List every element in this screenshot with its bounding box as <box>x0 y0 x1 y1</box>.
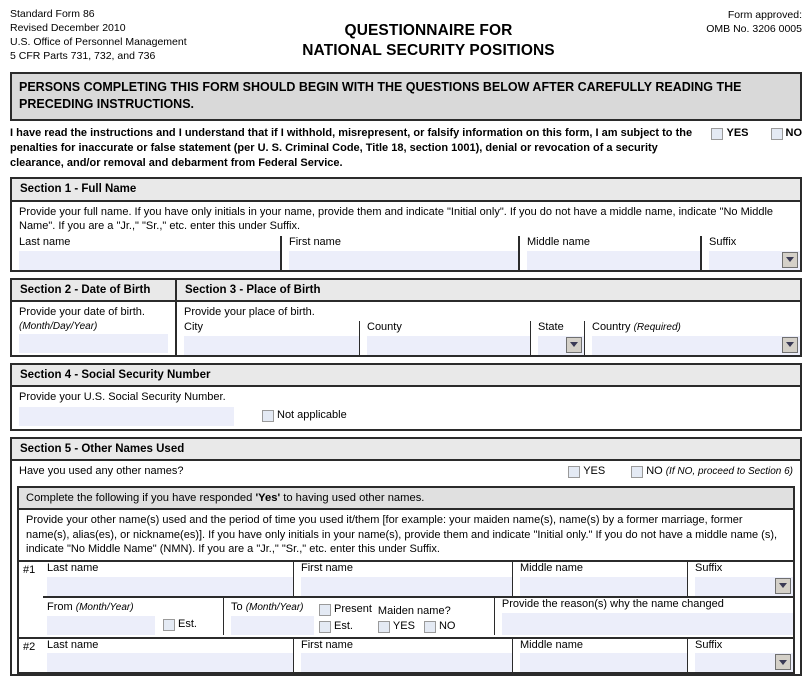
section-3-place-of-birth <box>177 280 800 355</box>
dob-cell <box>12 333 175 353</box>
certification-statement: I have read the instructions and I understand that if I withhold, misrepresent, or falsify information on this form, I am subject to the penalties for inaccurate or false statement (per U. S. Criminal Code, Title 18, section 1001), denial or revocation of a security clearance, and/or removal and debarment from Federal Service. <box>10 126 693 170</box>
entry-1-maiden-yes-option[interactable] <box>378 620 415 634</box>
entry-1-last-name-input[interactable] <box>47 577 293 596</box>
other-names-paragraph: Provide your other name(s) used and the period of time you used it/them [for example: your maiden name(s), name(s) by a former marriage, former name(s), alias(es), or nickname(es)]. If you have only initials in your name(s), provide them and indicate "Initial only." If you do not have a middle name (s), indicate "No Middle Name" (NMN). If you are a "Jr.," "Sr.," etc. enter this under Suffix. <box>19 510 793 562</box>
entry-1-reason-cell <box>495 598 793 635</box>
checkbox-icon[interactable] <box>771 128 783 140</box>
entry-1-present-label: Present <box>334 603 372 616</box>
entry-2-last-name-input[interactable] <box>47 653 293 672</box>
certification-row <box>10 126 802 172</box>
city-input[interactable] <box>184 336 359 355</box>
checkbox-icon[interactable] <box>424 621 436 633</box>
section-2-date-of-birth <box>12 280 177 355</box>
certification-yes-option[interactable] <box>711 127 748 141</box>
entry-1-index: #1 <box>23 564 36 577</box>
entry-1-middle-name-cell <box>513 562 687 596</box>
certification-yes-label: YES <box>726 126 749 139</box>
certification-options <box>711 126 802 141</box>
entry-1-maiden-no-option[interactable] <box>424 620 456 634</box>
form-title-line2: NATIONAL SECURITY POSITIONS <box>302 42 555 60</box>
entry-2-first-name-input[interactable] <box>301 653 512 672</box>
entry-1-last-name-cell <box>43 562 293 596</box>
entry-1-maiden-no-label: NO <box>438 619 456 632</box>
date-of-birth-input[interactable] <box>19 334 168 353</box>
chevron-down-icon[interactable] <box>782 252 798 268</box>
section-2-format-note: (Month/Day/Year) <box>19 320 98 332</box>
omb-number: OMB No. 3206 0005 <box>706 22 802 35</box>
entry-1-first-name-label: First name <box>301 562 353 575</box>
first-name-input[interactable] <box>289 251 518 270</box>
entry-1-suffix-cell <box>688 562 793 596</box>
entry-2-first-name-cell <box>294 639 512 673</box>
ssn-row <box>12 405 800 429</box>
entry-2-last-name-label: Last name <box>47 638 99 651</box>
section-4-ssn <box>10 363 802 431</box>
entry-1-first-name-cell <box>294 562 512 596</box>
other-names-detail-box <box>17 486 795 674</box>
chevron-down-icon[interactable] <box>566 337 582 353</box>
chevron-down-icon[interactable] <box>775 578 791 594</box>
ssn-not-applicable-label: Not applicable <box>277 409 347 422</box>
entry-1-to-cell <box>224 601 314 635</box>
entry-1-suffix-select[interactable] <box>695 577 793 596</box>
entry-2-suffix-label: Suffix <box>695 638 723 651</box>
country-label <box>592 321 800 336</box>
entry-1-first-name-input[interactable] <box>301 577 512 596</box>
other-names-question: Have you used any other names? <box>19 465 184 478</box>
section-1-name-fields <box>12 236 800 270</box>
section-2-heading: Section 2 - Date of Birth <box>12 280 175 302</box>
entry-1-from-est-label: Est. <box>178 618 197 631</box>
certification-no-label: NO <box>785 126 802 139</box>
country-required-note: (Required) <box>633 321 681 333</box>
checkbox-icon[interactable] <box>568 466 580 478</box>
entry-1-from-note: (Month/Year) <box>75 601 134 613</box>
entry-1-date-fields <box>19 598 793 635</box>
entry-2-middle-name-input[interactable] <box>520 653 687 672</box>
entry-2-last-name-cell <box>43 639 293 673</box>
conditional-quoted: 'Yes' <box>255 491 281 504</box>
first-name-label: First name <box>289 236 341 249</box>
suffix-label: Suffix <box>709 236 737 249</box>
middle-name-input[interactable] <box>527 251 700 270</box>
chevron-down-icon[interactable] <box>782 337 798 353</box>
section-5-other-names <box>10 437 802 676</box>
section-4-instructions: Provide your U.S. Social Security Number. <box>19 391 226 404</box>
section-3-place-fields <box>177 321 800 355</box>
other-names-no-note: (If NO, proceed to Section 6) <box>665 465 793 477</box>
section-2-3-wrapper <box>10 278 802 357</box>
entry-1-from-input[interactable] <box>47 616 155 635</box>
section-5-heading: Section 5 - Other Names Used <box>12 439 800 461</box>
entry-2-middle-name-cell <box>513 639 687 673</box>
form-meta-block <box>10 8 240 63</box>
entry-1-reason-input[interactable] <box>502 613 793 635</box>
checkbox-icon[interactable] <box>319 621 331 633</box>
city-label: City <box>184 320 203 333</box>
entry-1-present-option[interactable] <box>319 603 372 617</box>
checkbox-icon[interactable] <box>378 621 390 633</box>
section-1-full-name <box>10 177 802 272</box>
country-cell <box>585 321 800 355</box>
form-approved-label: Form approved: <box>727 9 802 21</box>
other-name-entry-2 <box>19 639 793 673</box>
ssn-input[interactable] <box>19 407 234 426</box>
last-name-input[interactable] <box>19 251 280 270</box>
ssn-cell <box>19 407 234 426</box>
section-3-heading: Section 3 - Place of Birth <box>177 280 800 302</box>
other-names-no-option[interactable] <box>631 465 793 479</box>
section-3-instructions: Provide your place of birth. <box>184 306 315 319</box>
suffix-cell <box>702 236 800 270</box>
entry-1-from-cell <box>43 601 223 635</box>
entry-1-to-label-text: To <box>231 600 243 613</box>
form-revision-date: Revised December 2010 <box>10 21 126 34</box>
entry-1-to-est-label: Est. <box>334 619 353 632</box>
other-name-entry-1 <box>19 562 793 639</box>
state-select[interactable] <box>538 336 584 355</box>
entry-1-to-est-option[interactable] <box>319 620 372 634</box>
entry-1-present-est-group <box>314 603 376 635</box>
other-names-conditional-bar <box>19 488 793 510</box>
conditional-prefix: Complete the following if you have responded <box>26 491 256 504</box>
instructions-banner: PERSONS COMPLETING THIS FORM SHOULD BEGIN WITH THE QUESTIONS BELOW AFTER CAREFULLY READING THE PRECEDING INSTRUCTIONS. <box>10 72 802 120</box>
issuing-agency: U.S. Office of Personnel Management <box>10 35 187 48</box>
entry-1-last-name-label: Last name <box>47 562 99 575</box>
checkbox-icon[interactable] <box>319 604 331 616</box>
entry-1-suffix-label: Suffix <box>695 562 723 575</box>
last-name-label: Last name <box>19 236 71 249</box>
entry-1-from-label <box>47 601 223 616</box>
entry-1-from-label-text: From <box>47 600 73 613</box>
entry-1-to-input[interactable] <box>231 616 314 635</box>
middle-name-cell <box>520 236 700 270</box>
city-cell <box>177 321 359 355</box>
county-cell <box>360 321 530 355</box>
masthead <box>10 0 802 63</box>
section-1-instructions: Provide your full name. If you have only initials in your name, provide them and indicate "Initial only". If you do not have a middle name, indicate "No Middle Name". If you are a "Jr.," "Sr.," etc. enter this under Suffix. <box>19 205 774 233</box>
checkbox-icon[interactable] <box>262 410 274 422</box>
checkbox-icon[interactable] <box>163 619 175 631</box>
entry-2-suffix-cell <box>688 639 793 673</box>
county-label: County <box>367 320 402 333</box>
entry-1-reason-label: Provide the reason(s) why the name changed <box>501 597 724 610</box>
county-input[interactable] <box>367 336 530 355</box>
conditional-suffix: to having used other names. <box>280 491 425 504</box>
country-label-text: Country <box>592 320 631 333</box>
entry-2-name-fields <box>19 639 793 673</box>
middle-name-label: Middle name <box>527 236 590 249</box>
checkbox-icon[interactable] <box>631 466 643 478</box>
state-label: State <box>538 320 564 333</box>
certification-no-option[interactable] <box>771 127 803 141</box>
other-names-yes-label: YES <box>583 465 606 478</box>
cfr-citation: 5 CFR Parts 731, 732, and 736 <box>10 49 156 62</box>
entry-1-maiden-cell <box>376 605 494 635</box>
section-4-heading: Section 4 - Social Security Number <box>12 365 800 387</box>
other-names-yes-option[interactable] <box>568 465 605 479</box>
entry-2-middle-name-label: Middle name <box>520 638 583 651</box>
other-names-no-label: NO <box>646 465 663 478</box>
entry-2-first-name-label: First name <box>301 638 353 651</box>
other-names-question-row <box>12 461 800 482</box>
entry-2-suffix-select[interactable] <box>695 653 793 672</box>
first-name-cell <box>282 236 518 270</box>
entry-1-to-label <box>231 601 314 616</box>
section-2-instructions: Provide your date of birth. <box>19 306 145 319</box>
entry-1-middle-name-input[interactable] <box>520 577 687 596</box>
entry-1-maiden-label: Maiden name? <box>377 605 451 618</box>
form-title-line1: QUESTIONNAIRE FOR <box>344 22 513 39</box>
other-names-options <box>568 465 793 479</box>
last-name-cell <box>12 236 280 270</box>
chevron-down-icon[interactable] <box>775 654 791 670</box>
entry-1-to-note: (Month/Year) <box>245 601 304 613</box>
section-2-3-row <box>12 280 800 355</box>
entry-2-index: #2 <box>23 640 36 653</box>
entry-1-from-est-option[interactable] <box>163 618 197 632</box>
omb-block <box>617 8 802 37</box>
form-title-block <box>240 8 617 62</box>
section-1-heading: Section 1 - Full Name <box>12 179 800 201</box>
ssn-not-applicable-option[interactable] <box>262 409 347 423</box>
form-number: Standard Form 86 <box>10 8 95 20</box>
entry-1-middle-name-label: Middle name <box>520 562 583 575</box>
state-cell <box>531 321 584 355</box>
entry-1-maiden-yes-label: YES <box>392 619 415 632</box>
checkbox-icon[interactable] <box>711 128 723 140</box>
suffix-select[interactable] <box>709 251 800 270</box>
entry-1-name-fields <box>19 562 793 596</box>
country-select[interactable] <box>592 336 800 355</box>
